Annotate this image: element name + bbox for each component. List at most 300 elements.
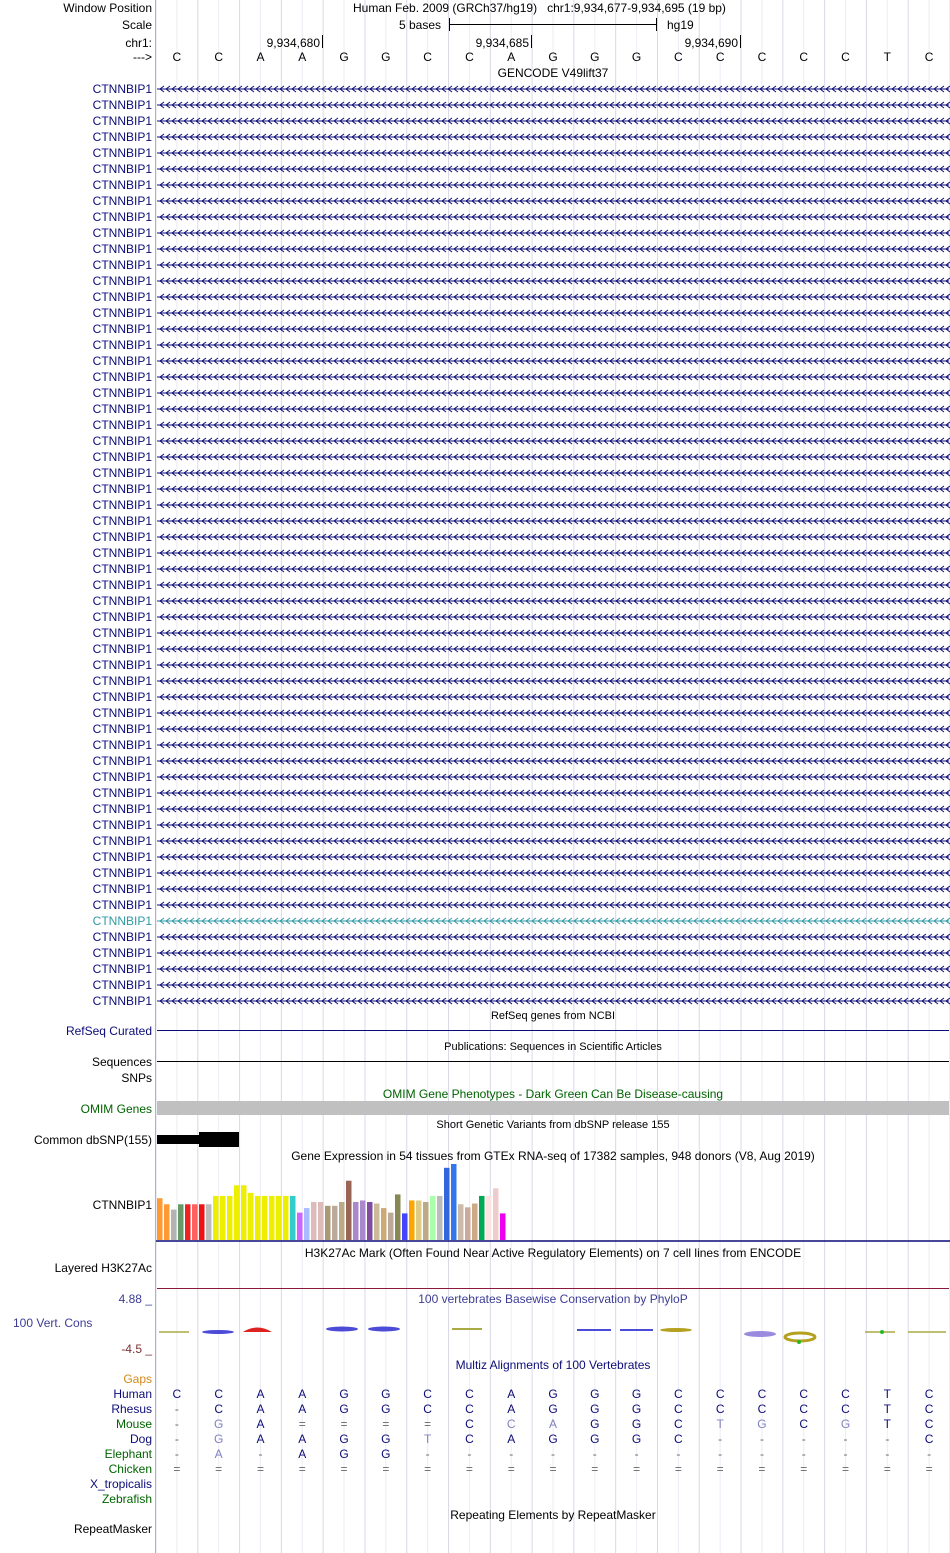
gencode-transcript-label[interactable]: CTNNBIP1 [92,610,152,624]
scale-text: 5 bases [399,18,442,32]
gtex-tissue-bar [269,1196,275,1240]
refseq-track-title[interactable]: RefSeq genes from NCBI [490,1010,616,1022]
alignment-base: - [258,1447,263,1461]
alignment-base: = [382,1417,390,1431]
alignment-base: - [718,1432,723,1446]
multiz-track-title[interactable]: Multiz Alignments of 100 Vertebrates [455,1358,651,1372]
alignment-base: C [423,1402,432,1416]
base-letter: C [924,50,934,64]
logo-mark [326,1327,358,1332]
gencode-transcript-label[interactable]: CTNNBIP1 [92,674,152,688]
alignment-base: - [174,1417,179,1431]
gencode-transcript-line[interactable] [156,820,950,830]
gtex-tissue-bar [325,1206,331,1240]
phylop-label[interactable]: 100 Vert. Cons [13,1316,93,1330]
gtex-tissue-bar [192,1204,198,1240]
gencode-transcript-label[interactable]: CTNNBIP1 [92,146,152,160]
gencode-transcript-line[interactable] [156,868,950,878]
gencode-transcript-label[interactable]: CTNNBIP1 [92,514,152,528]
alignment-base: = [424,1417,432,1431]
gencode-transcript-line[interactable] [156,836,950,846]
ruler-tick-label: 9,934,680 [266,36,320,50]
alignment-base: G [214,1432,224,1446]
gencode-transcript-label[interactable]: CTNNBIP1 [92,306,152,320]
window-position-label: Window Position [63,1,152,15]
species-label[interactable]: Dog [129,1432,152,1446]
alignment-base: = [507,1462,515,1476]
scale-label: Scale [121,18,152,32]
alignment-base: = [800,1462,808,1476]
gencode-transcript-line[interactable] [156,932,950,942]
alignment-base: C [465,1387,474,1401]
base-letter: C [799,50,809,64]
species-label[interactable]: Chicken [108,1462,152,1476]
species-label[interactable]: Rhesus [111,1402,152,1416]
scale-bar-left-tick [449,18,450,31]
gencode-transcript-line[interactable] [156,468,950,478]
alignment-base: G [214,1417,224,1431]
position-readout: chr1:9,934,677-9,934,695 (19 bp) [547,1,726,15]
gtex-tissue-bar [255,1196,261,1240]
alignment-base: C [214,1402,223,1416]
alignment-base: = [883,1462,891,1476]
gencode-transcript-line[interactable] [156,164,950,174]
alignment-base: C [465,1402,474,1416]
gtex-tissue-bar [395,1194,401,1240]
gencode-transcript-label[interactable]: CTNNBIP1 [92,258,152,272]
gencode-track-title[interactable]: GENCODE V49lift37 [497,66,609,80]
gencode-transcript-label[interactable]: CTNNBIP1 [92,626,152,640]
gtex-tissue-bar [437,1196,443,1240]
gencode-transcript-label[interactable]: CTNNBIP1 [92,354,152,368]
gtex-tissue-bar [234,1185,240,1240]
gencode-transcript-line[interactable] [156,644,950,654]
logo-mark [243,1328,272,1333]
scale-bar-right-tick [656,18,657,31]
alignment-base: - [551,1447,555,1461]
gtex-tissue-bar [332,1206,338,1240]
alignment-base: G [590,1402,600,1416]
refseq-label[interactable]: RefSeq Curated [65,1024,152,1038]
alignment-base: - [885,1447,890,1461]
gencode-transcript-line[interactable] [156,180,950,190]
alignment-base: G [840,1417,851,1431]
alignment-base: C [674,1402,683,1416]
gencode-transcript-line[interactable] [156,916,950,926]
chrom-label: chr1: [125,36,152,50]
gencode-transcript-label[interactable]: CTNNBIP1 [92,866,152,880]
base-letter: G [381,50,391,64]
phylop-conservation-logos[interactable] [156,1318,950,1348]
alignment-base: C [674,1417,683,1431]
gencode-transcript-line[interactable] [156,948,950,958]
alignment-base: G [339,1432,349,1446]
scale-bar [449,24,657,25]
gencode-transcript-label[interactable]: CTNNBIP1 [92,754,152,768]
alignment-base: = [842,1462,850,1476]
h3k27ac-label[interactable]: Layered H3K27Ac [54,1261,152,1275]
gaps-label[interactable]: Gaps [123,1372,152,1386]
gencode-transcript-label[interactable]: CTNNBIP1 [92,578,152,592]
gencode-transcript-label[interactable]: CTNNBIP1 [92,242,152,256]
gencode-transcript-label[interactable]: CTNNBIP1 [92,322,152,336]
gencode-transcript-line[interactable] [156,244,950,254]
alignment-base: - [634,1447,639,1461]
gencode-transcript-label[interactable]: CTNNBIP1 [92,642,152,656]
gencode-transcript-line[interactable] [156,356,950,366]
alignment-base: C [924,1387,934,1401]
gencode-transcript-label[interactable]: CTNNBIP1 [92,434,152,448]
alignment-base: A [298,1402,307,1416]
alignment-base: = [215,1462,223,1476]
gencode-transcript-line[interactable] [156,132,950,142]
gencode-transcript-line[interactable] [156,308,950,318]
gtex-tissue-bar [402,1213,408,1240]
alignment-base: G [631,1402,642,1416]
gencode-transcript-label[interactable]: CTNNBIP1 [92,418,152,432]
gencode-transcript-label[interactable]: CTNNBIP1 [92,210,152,224]
base-letter: C [757,50,767,64]
alignment-base: C [506,1417,516,1431]
alignment-base: - [843,1432,848,1446]
alignment-base: G [381,1432,391,1446]
alignment-base: A [548,1417,557,1431]
gencode-transcript-line[interactable] [156,708,950,718]
gencode-transcript-line[interactable] [156,388,950,398]
alignment-base: C [924,1402,934,1416]
base-letter: A [256,50,265,64]
gtex-tissue-bar [283,1196,289,1240]
gencode-transcript-line[interactable] [156,580,950,590]
gencode-transcript-line[interactable] [156,628,950,638]
gencode-transcript-label[interactable]: CTNNBIP1 [92,834,152,848]
gencode-transcript-line[interactable] [156,660,950,670]
alignment-base: = [382,1462,390,1476]
alignment-base: = [298,1417,306,1431]
alignment-base: G [631,1432,642,1446]
alignment-base: C [799,1387,809,1401]
gtex-tissue-bar [458,1204,464,1240]
gtex-tissue-bar [157,1198,163,1240]
gencode-transcript-line[interactable] [156,436,950,446]
repeatmasker-label[interactable]: RepeatMasker [73,1522,152,1536]
base-letter: C [465,50,474,64]
gencode-transcript-line[interactable] [156,212,950,222]
alignment-base: G [590,1417,600,1431]
gencode-transcript-line[interactable] [156,676,950,686]
gencode-transcript-label[interactable]: CTNNBIP1 [92,770,152,784]
alignment-base: C [715,1402,725,1416]
gencode-transcript-label[interactable]: CTNNBIP1 [92,722,152,736]
alignment-base: T [883,1417,891,1431]
dbsnp-track-title[interactable]: Short Genetic Variants from dbSNP release 155 [436,1119,670,1131]
alignment-base: = [340,1417,348,1431]
gencode-transcript-line[interactable] [156,116,950,126]
gencode-transcript-label[interactable]: CTNNBIP1 [92,802,152,816]
gencode-transcript-line[interactable] [156,100,950,110]
gtex-tissue-bar [409,1200,415,1240]
alignment-base: = [633,1462,641,1476]
gencode-transcript-line[interactable] [156,324,950,334]
gencode-transcript-label[interactable]: CTNNBIP1 [92,738,152,752]
phylop-track-title[interactable]: 100 vertebrates Basewise Conservation by PhyloP [418,1292,688,1306]
phylop-ymax: 4.88 _ [118,1292,152,1306]
gencode-transcript-line[interactable] [156,420,950,430]
gencode-transcript-label[interactable]: CTNNBIP1 [92,786,152,800]
omim-track-title[interactable]: OMIM Gene Phenotypes - Dark Green Can Be Disease-causing [382,1087,724,1101]
gencode-transcript-line[interactable] [156,404,950,414]
species-label[interactable]: Human [113,1387,152,1401]
base-letter: C [214,50,223,64]
omim-gene-bar[interactable] [157,1101,949,1115]
gtex-tissue-bar [353,1202,359,1240]
gencode-transcript-line[interactable] [156,148,950,158]
gtex-track-title[interactable]: Gene Expression in 54 tissues from GTEx RNA-seq of 17382 samples, 948 donors (V8, Aug 2019) [291,1149,815,1163]
gtex-tissue-bar [388,1213,394,1240]
gtex-expression-chart[interactable] [156,1164,950,1244]
gencode-transcript-label[interactable]: CTNNBIP1 [92,706,152,720]
alignment-base: G [590,1432,600,1446]
gtex-tissue-bar [311,1202,317,1240]
gencode-transcript-line[interactable] [156,484,950,494]
gencode-transcript-label[interactable]: CTNNBIP1 [92,290,152,304]
gencode-transcript-label[interactable]: CTNNBIP1 [92,450,152,464]
gtex-tissue-bar [479,1196,485,1240]
gencode-transcript-line[interactable] [156,276,950,286]
species-label[interactable]: Elephant [104,1447,152,1461]
alignment-base: G [339,1447,349,1461]
ruler-tick [322,35,323,48]
gtex-tissue-bar [290,1196,296,1240]
gtex-tissue-bar [430,1196,436,1240]
gtex-tissue-bar [206,1204,212,1240]
gencode-transcript-line[interactable] [156,596,950,606]
alignment-base: = [298,1462,306,1476]
alignment-base: = [758,1462,766,1476]
refseq-gene-line[interactable] [157,1030,949,1031]
gencode-transcript-line[interactable] [156,452,950,462]
gtex-tissue-bar [227,1196,233,1240]
gencode-transcript-line[interactable] [156,740,950,750]
gencode-transcript-label[interactable]: CTNNBIP1 [92,482,152,496]
gencode-transcript-line[interactable] [156,500,950,510]
gencode-transcript-line[interactable] [156,756,950,766]
alignment-base: A [256,1402,265,1416]
alignment-base: - [843,1447,848,1461]
alignment-base: C [715,1387,725,1401]
sequences-line[interactable] [157,1061,949,1062]
base-letter: G [548,50,558,64]
gencode-transcript-label[interactable]: CTNNBIP1 [92,946,152,960]
alignment-base: A [507,1402,516,1416]
alignment-base: C [924,1417,934,1431]
gencode-transcript-label[interactable]: CTNNBIP1 [92,898,152,912]
alignment-base: G [548,1402,558,1416]
base-letter: C [715,50,725,64]
h3k27ac-baseline [157,1288,949,1289]
gtex-tissue-bar [465,1207,471,1240]
gencode-transcript-line[interactable] [156,532,950,542]
alignment-base: - [801,1432,806,1446]
alignment-base: C [924,1432,934,1446]
gencode-transcript-line[interactable] [156,228,950,238]
gencode-transcript-label[interactable]: CTNNBIP1 [92,658,152,672]
gtex-tissue-bar [472,1204,478,1240]
species-label[interactable]: Zebrafish [101,1492,152,1506]
alignment-base: = [591,1462,599,1476]
alignment-base: A [256,1432,265,1446]
base-letter: C [841,50,850,64]
gtex-tissue-bar [297,1213,303,1240]
gtex-tissue-bar [360,1200,366,1240]
gencode-transcript-line[interactable] [156,900,950,910]
gencode-transcript-label[interactable]: CTNNBIP1 [92,978,152,992]
gencode-transcript-line[interactable] [156,980,950,990]
gtex-gene-label[interactable]: CTNNBIP1 [92,1198,152,1212]
gencode-transcript-label[interactable]: CTNNBIP1 [92,274,152,288]
gencode-transcript-label[interactable]: CTNNBIP1 [92,498,152,512]
alignment-base: G [339,1402,349,1416]
gtex-tissue-bar [423,1202,429,1240]
gencode-transcript-label[interactable]: CTNNBIP1 [92,594,152,608]
gencode-transcript-line[interactable] [156,804,950,814]
gencode-transcript-label[interactable]: CTNNBIP1 [92,530,152,544]
gencode-transcript-label[interactable]: CTNNBIP1 [92,930,152,944]
gencode-transcript-label[interactable]: CTNNBIP1 [92,402,152,416]
gtex-tissue-bar [248,1193,254,1240]
gencode-transcript-label[interactable]: CTNNBIP1 [92,882,152,896]
gtex-tissue-bar [346,1181,352,1240]
gencode-transcript-label[interactable]: CTNNBIP1 [92,962,152,976]
gencode-transcript-label[interactable]: CTNNBIP1 [92,338,152,352]
gencode-transcript-label[interactable]: CTNNBIP1 [92,546,152,560]
alignment-base: T [423,1432,432,1446]
gtex-tissue-bar [241,1185,247,1240]
gencode-transcript-label[interactable]: CTNNBIP1 [92,178,152,192]
alignment-base: A [214,1447,223,1461]
dbsnp-label[interactable]: Common dbSNP(155) [33,1133,152,1147]
gencode-transcript-line[interactable] [156,84,950,94]
gencode-transcript-label[interactable]: CTNNBIP1 [92,130,152,144]
alignment-base: A [298,1447,307,1461]
gencode-transcript-label[interactable]: CTNNBIP1 [92,562,152,576]
gencode-transcript-label[interactable]: CTNNBIP1 [92,162,152,176]
gtex-tissue-bar [213,1196,219,1240]
gencode-transcript-line[interactable] [156,996,950,1006]
gencode-transcript-label[interactable]: CTNNBIP1 [92,818,152,832]
gencode-transcript-line[interactable] [156,772,950,782]
snp-feature-thick[interactable] [199,1132,239,1147]
gencode-transcript-label[interactable]: CTNNBIP1 [92,370,152,384]
alignment-base: C [674,1432,683,1446]
alignment-base: G [381,1447,391,1461]
gencode-transcript-label[interactable]: CTNNBIP1 [92,114,152,128]
alignment-base: - [592,1447,597,1461]
gencode-transcript-label[interactable]: CTNNBIP1 [92,226,152,240]
gencode-transcript-line[interactable] [156,516,950,526]
gtex-tissue-bar [262,1196,268,1240]
base-letter: T [883,50,891,64]
gtex-tissue-bar [486,1196,492,1240]
species-label[interactable]: X_tropicalis [89,1477,152,1491]
assembly-position-title [353,1,726,15]
gencode-transcript-line[interactable] [156,852,950,862]
gencode-transcript-line[interactable] [156,340,950,350]
strand-label: ---> [133,50,152,64]
base-letter: G [590,50,600,64]
repeatmasker-track-title[interactable]: Repeating Elements by RepeatMasker [450,1508,656,1522]
h3k27ac-track-title[interactable]: H3K27Ac Mark (Often Found Near Active Regulatory Elements) on 7 cell lines from ENCODE [304,1246,802,1260]
gencode-transcript-line[interactable] [156,564,950,574]
gencode-transcript-line[interactable] [156,788,950,798]
base-letter: G [339,50,349,64]
gencode-transcript-line[interactable] [156,964,950,974]
gtex-tissue-bar [367,1202,373,1240]
gencode-transcript-label[interactable]: CTNNBIP1 [92,194,152,208]
base-letter: C [674,50,683,64]
gencode-transcript-line[interactable] [156,372,950,382]
gencode-transcript-label[interactable]: CTNNBIP1 [92,466,152,480]
alignment-base: C [674,1387,683,1401]
gencode-transcript-label[interactable]: CTNNBIP1 [92,82,152,96]
alignment-base: G [381,1387,391,1401]
alignment-base: C [465,1417,474,1431]
alignment-base: A [298,1432,307,1446]
snps-label[interactable]: SNPs [121,1071,152,1085]
alignment-base: = [716,1462,724,1476]
snp-feature-thin[interactable] [157,1135,199,1144]
gencode-transcript-line[interactable] [156,292,950,302]
alignment-base: = [549,1462,557,1476]
gencode-transcript-label[interactable]: CTNNBIP1 [92,98,152,112]
alignment-base: = [465,1462,473,1476]
alignment-base: C [841,1402,850,1416]
gencode-transcript-line[interactable] [156,692,950,702]
gencode-transcript-line[interactable] [156,612,950,622]
alignment-base: - [927,1447,932,1461]
gencode-transcript-line[interactable] [156,196,950,206]
gencode-transcript-label[interactable]: CTNNBIP1 [92,914,152,928]
gtex-tissue-bar [220,1196,226,1240]
species-label[interactable]: Mouse [115,1417,152,1431]
gencode-transcript-line[interactable] [156,260,950,270]
alignment-base: G [381,1402,391,1416]
alignment-base: C [214,1387,223,1401]
ruler-tick [531,35,532,48]
alignment-base: C [465,1432,474,1446]
alignment-base: A [507,1387,516,1401]
publications-track-title[interactable]: Publications: Sequences in Scientific Articles [444,1041,662,1053]
gencode-transcript-label[interactable]: CTNNBIP1 [92,386,152,400]
gencode-transcript-label[interactable]: CTNNBIP1 [92,850,152,864]
gencode-transcript-label[interactable]: CTNNBIP1 [92,994,152,1008]
base-sequence-row [0,50,950,64]
logo-mark [202,1330,234,1334]
gtex-tissue-bar [374,1204,380,1240]
sequences-label[interactable]: Sequences [91,1055,152,1069]
gencode-transcript-line[interactable] [156,884,950,894]
gencode-transcript-line[interactable] [156,724,950,734]
alignment-base: A [507,1432,516,1446]
gencode-transcript-label[interactable]: CTNNBIP1 [92,690,152,704]
alignment-base: = [173,1462,181,1476]
alignment-base: G [548,1387,558,1401]
ruler-tick-label: 9,934,690 [684,36,738,50]
omim-label[interactable]: OMIM Genes [80,1102,152,1116]
gencode-transcript-line[interactable] [156,548,950,558]
logo-mark [660,1328,692,1332]
genome-label: hg19 [667,18,694,32]
